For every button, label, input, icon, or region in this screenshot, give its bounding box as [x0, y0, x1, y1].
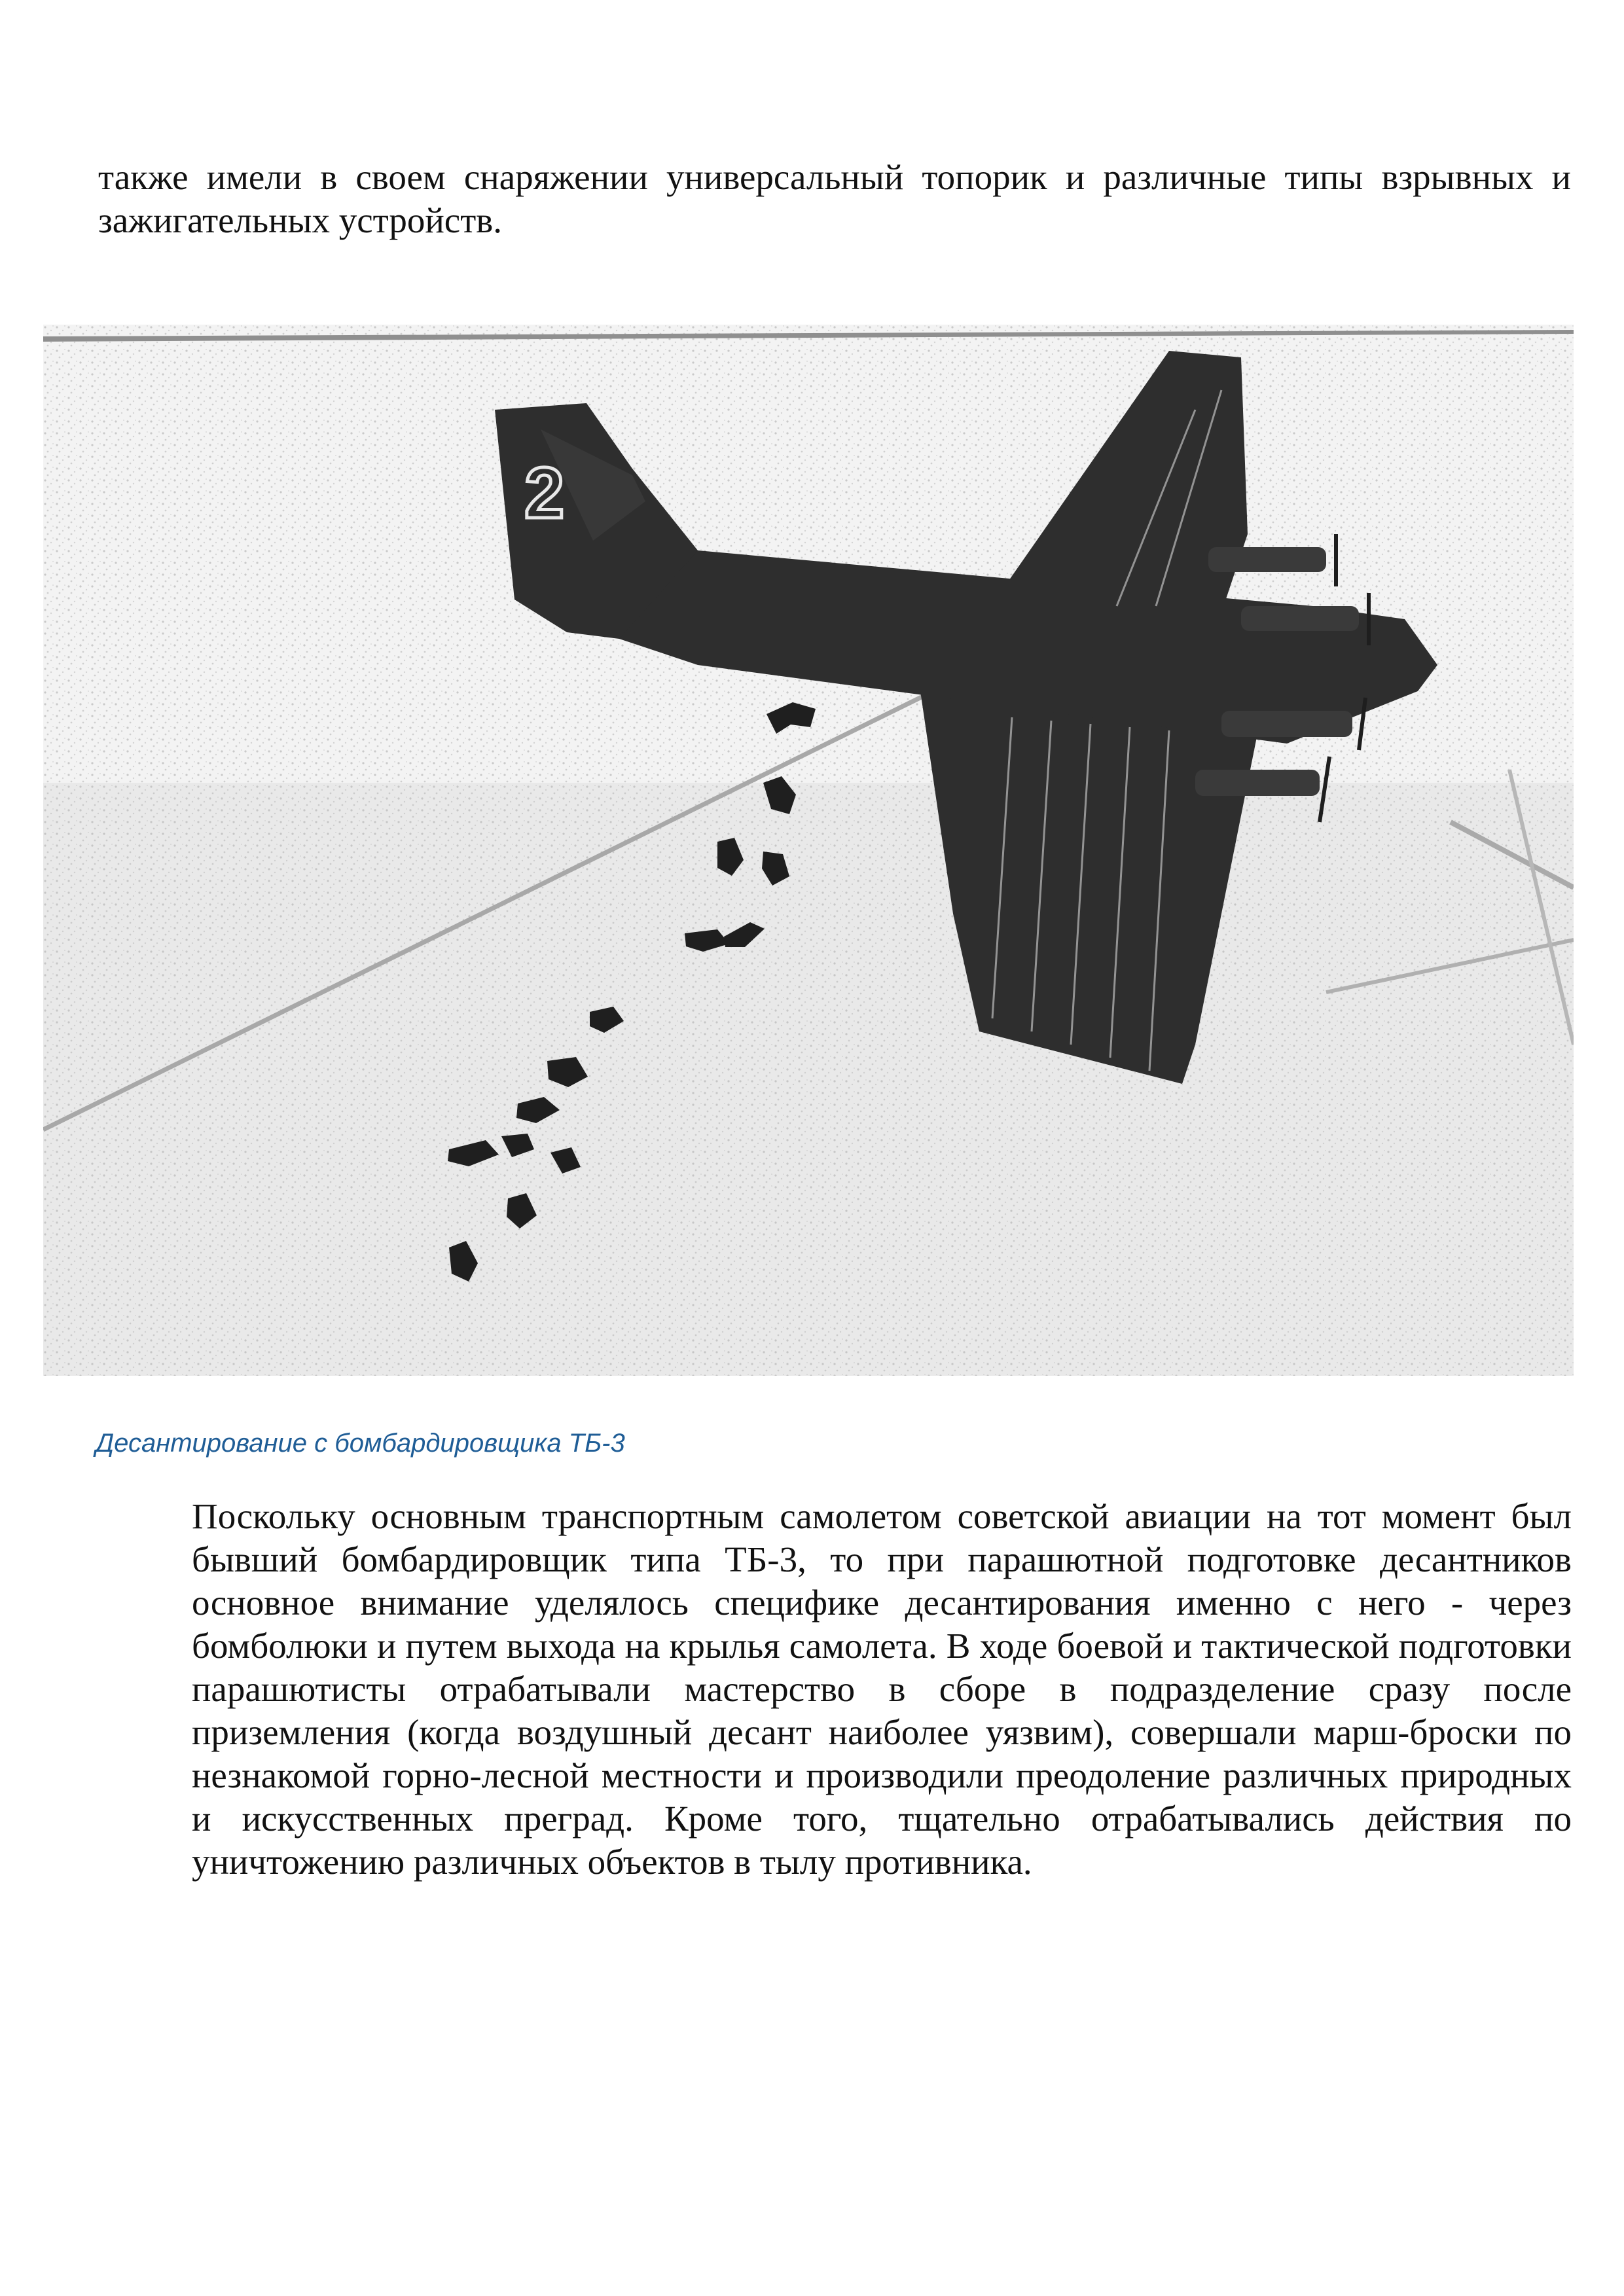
figure-caption: Десантирование с бомбардировщика ТБ-3 [96, 1429, 625, 1458]
tb3-photo-illustration [43, 325, 1574, 1376]
engine-nacelle [1195, 770, 1320, 796]
tail-number: 2 [524, 453, 565, 533]
tb3-photo [43, 325, 1574, 1376]
main-paragraph: Поскольку основным транспортным самолетом советской авиации на тот момент был бывший бомбардировщик типа ТБ-3, то при парашютной подготовке десантников основное внимание уделялось специфике десантирования именно с него - через бомболюки и путем выхода на крылья самолета. В ходе боевой и тактической подготовки парашютисты отрабатывали мастерство в сборе в подразделение сразу после приземления (когда воздушный десант наиболее уязвим), совершали марш-броски по незнакомой горно-лесной местности и производили преодоление различных природных и искусственных преград. Кроме того, тщательно отрабатывались действия по уничтожению различных объектов в тылу противника. [192, 1496, 1572, 1882]
engine-nacelle [1208, 547, 1326, 572]
engine-nacelle [1221, 711, 1352, 737]
intro-paragraph: также имели в своем снаряжении универсальный топорик и различные типы взрывных и зажигательных устройств. [98, 157, 1571, 240]
engine-nacelle [1241, 606, 1359, 631]
